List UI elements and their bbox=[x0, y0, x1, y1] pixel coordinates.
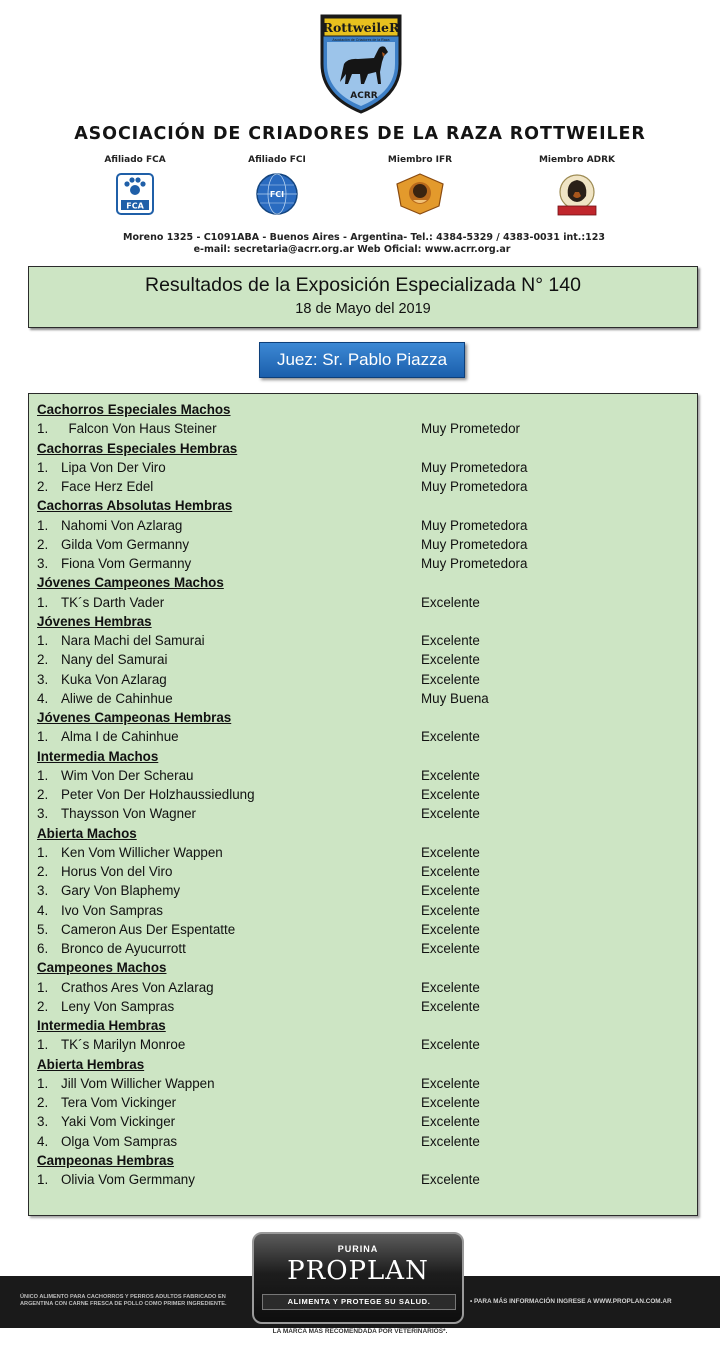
affiliation-fca bbox=[80, 155, 190, 216]
result-row bbox=[29, 631, 697, 650]
qualification: Excelente bbox=[421, 844, 480, 860]
footer-left-text: ÚNICO ALIMENTO PARA CACHORROS Y PERROS ADULTOS FABRICADO EN ARGENTINA CON CARNE FRESCA DE POLLO COMO PRIMER INGREDIENTE. bbox=[20, 1294, 227, 1307]
placement-number: 4. bbox=[37, 902, 49, 918]
qualification: Excelente bbox=[421, 767, 480, 783]
result-row bbox=[29, 1093, 697, 1112]
result-row bbox=[29, 804, 697, 823]
result-row bbox=[29, 766, 697, 785]
category-heading: Jóvenes Campeonas Hembras bbox=[37, 710, 232, 725]
category-heading: Cachorros Especiales Machos bbox=[37, 402, 231, 417]
address-line: Moreno 1325 - C1091ABA - Buenos Aires - Argentina- Tel.: 4384-5329 / 4383-0031 int.:123 bbox=[122, 232, 605, 243]
dog-name: Nany del Samurai bbox=[61, 652, 168, 668]
qualification: Excelente bbox=[421, 633, 480, 648]
proplan-logo-text: PROPLAN bbox=[287, 1256, 429, 1286]
category-heading: Abierta Hembras bbox=[37, 1056, 145, 1072]
results-panel bbox=[28, 393, 698, 1216]
footer-bottom-text: LA MARCA MÁS RECOMENDADA POR VETERINARIOS*. bbox=[272, 1328, 448, 1335]
affiliation-adrk bbox=[522, 155, 632, 218]
qualification: Muy Prometedora bbox=[421, 517, 528, 533]
dog-name: TK´s Darth Vader bbox=[61, 594, 165, 610]
affiliation-ifr bbox=[365, 155, 475, 216]
qualification: Excelente bbox=[421, 979, 480, 995]
result-row bbox=[29, 1074, 697, 1093]
affiliation-label: Miembro ADRK bbox=[538, 155, 616, 165]
affiliation-label: Miembro IFR bbox=[387, 155, 453, 165]
placement-number: 2. bbox=[37, 998, 49, 1014]
dog-name: Aliwe de Cahinhue bbox=[61, 690, 173, 706]
qualification: Excelente bbox=[421, 1172, 480, 1187]
result-row bbox=[29, 920, 697, 939]
placement-number: 1. bbox=[37, 979, 49, 995]
placement-number: 3. bbox=[37, 883, 49, 899]
fci-logo-text: FCI bbox=[269, 190, 285, 199]
qualification: Excelente bbox=[421, 1114, 480, 1130]
category-heading: Abierta Machos bbox=[37, 825, 137, 841]
qualification: Muy Prometedora bbox=[421, 536, 528, 552]
result-row bbox=[29, 689, 697, 708]
result-row bbox=[29, 843, 697, 862]
ifr-emblem-icon bbox=[393, 172, 447, 216]
fca-logo-text: FCA bbox=[126, 201, 144, 211]
logo-brand-text: RottweileR bbox=[322, 20, 400, 35]
placement-number: 3. bbox=[37, 671, 49, 687]
result-row bbox=[29, 516, 697, 535]
result-row bbox=[29, 477, 697, 496]
qualification: Excelente bbox=[421, 1133, 480, 1149]
contact-line: e-mail: secretaria@acrr.org.ar Web Oficial: www.acrr.org.ar bbox=[193, 244, 511, 255]
qualification: Excelente bbox=[421, 998, 480, 1014]
fca-logo-icon bbox=[115, 172, 155, 216]
qualification: Excelente bbox=[421, 941, 480, 956]
qualification: Excelente bbox=[421, 729, 480, 745]
category-heading: Campeones Machos bbox=[37, 960, 167, 976]
results-title: Resultados de la Exposición Especializada N° 140 bbox=[145, 274, 581, 296]
fci-globe-icon bbox=[255, 172, 299, 216]
result-row bbox=[29, 535, 697, 554]
result-row bbox=[29, 881, 697, 900]
category-heading: Jóvenes Hembras bbox=[37, 613, 152, 629]
dog-name: Alma I de Cahinhue bbox=[61, 729, 179, 745]
category-heading: Campeonas Hembras bbox=[37, 1152, 174, 1168]
adrk-emblem-icon bbox=[552, 172, 602, 218]
dog-name: Horus Von del Viro bbox=[61, 864, 173, 879]
result-row bbox=[29, 997, 697, 1016]
qualification: Muy Buena bbox=[421, 690, 489, 706]
qualification: Excelente bbox=[421, 1037, 480, 1053]
dog-name: Olivia Vom Germmany bbox=[61, 1172, 195, 1187]
dog-name: Thaysson Von Wagner bbox=[61, 806, 196, 822]
placement-number: 2. bbox=[37, 479, 49, 494]
qualification: Excelente bbox=[421, 1075, 480, 1091]
qualification: Excelente bbox=[421, 652, 480, 668]
dog-name: Face Herz Edel bbox=[61, 479, 154, 494]
footer-right-text: • PARA MÁS INFORMACIÓN INGRESE A WWW.PROPLAN.COM.AR bbox=[470, 1298, 672, 1305]
dog-name: Leny Von Sampras bbox=[61, 998, 175, 1014]
placement-number: 1. bbox=[37, 594, 49, 610]
dog-name: Jill Vom Willicher Wappen bbox=[61, 1075, 215, 1091]
qualification: Excelente bbox=[421, 594, 480, 610]
placement-number: 5. bbox=[37, 921, 49, 937]
dog-name: Olga Vom Sampras bbox=[61, 1133, 178, 1149]
proplan-badge bbox=[252, 1232, 464, 1324]
placement-number: 2. bbox=[37, 1095, 49, 1110]
qualification: Muy Prometedora bbox=[421, 459, 528, 475]
placement-number: 1. bbox=[37, 844, 49, 860]
dog-name: Ivo Von Sampras bbox=[61, 902, 163, 918]
category-heading: Intermedia Machos bbox=[37, 748, 159, 764]
purina-text: PURINA bbox=[337, 1244, 379, 1254]
placement-number: 2. bbox=[37, 787, 49, 802]
dog-name: Tera Vom Vickinger bbox=[61, 1095, 177, 1110]
placement-number: 1. bbox=[37, 421, 49, 437]
organization-name: ASOCIACIÓN DE CRIADORES DE LA RAZA ROTTWEILER bbox=[74, 124, 646, 144]
placement-number: 2. bbox=[37, 864, 49, 879]
dog-name: Falcon Von Haus Steiner bbox=[61, 421, 217, 437]
category-heading: Cachorras Especiales Hembras bbox=[37, 440, 238, 456]
result-row bbox=[29, 650, 697, 669]
dog-name: Kuka Von Azlarag bbox=[61, 671, 167, 687]
dog-name: Yaki Vom Vickinger bbox=[61, 1114, 176, 1130]
result-row bbox=[29, 1170, 697, 1189]
qualification: Excelente bbox=[421, 864, 480, 879]
dog-name: Nara Machi del Samurai bbox=[61, 633, 205, 648]
placement-number: 1. bbox=[37, 1172, 49, 1187]
dog-name: Lipa Von Der Viro bbox=[61, 459, 166, 475]
placement-number: 2. bbox=[37, 536, 49, 552]
dog-name: Bronco de Ayucurrott bbox=[61, 941, 186, 956]
result-row bbox=[29, 1112, 697, 1131]
results-title-box bbox=[28, 266, 698, 328]
result-row bbox=[29, 1035, 697, 1054]
placement-number: 3. bbox=[37, 806, 49, 822]
dog-name: Crathos Ares Von Azlarag bbox=[61, 979, 214, 995]
dog-name: Wim Von Der Scherau bbox=[61, 767, 194, 783]
result-row bbox=[29, 727, 697, 746]
placement-number: 4. bbox=[37, 690, 49, 706]
result-row bbox=[29, 978, 697, 997]
affiliation-label: Afiliado FCI bbox=[248, 155, 306, 165]
placement-number: 3. bbox=[37, 1114, 49, 1130]
qualification: Muy Prometedora bbox=[421, 479, 528, 494]
qualification: Excelente bbox=[421, 921, 480, 937]
dog-name: Gary Von Blaphemy bbox=[61, 883, 181, 899]
result-row bbox=[29, 554, 697, 573]
result-row bbox=[29, 458, 697, 477]
logo-acronym-text: ACRR bbox=[350, 91, 378, 101]
logo-sub-text: Asociación de Criadores de la Raza bbox=[332, 38, 390, 42]
qualification: Excelente bbox=[421, 671, 480, 687]
result-row bbox=[29, 785, 697, 804]
category-heading: Jóvenes Campeones Machos bbox=[37, 575, 224, 591]
dog-name: TK´s Marilyn Monroe bbox=[61, 1037, 186, 1053]
placement-number: 1. bbox=[37, 633, 49, 648]
affiliation-label: Afiliado FCA bbox=[104, 155, 166, 165]
result-row bbox=[29, 862, 697, 881]
dog-name: Ken Vom Willicher Wappen bbox=[61, 844, 223, 860]
qualification: Excelente bbox=[421, 883, 480, 899]
proplan-tagline: ALIMENTA Y PROTEGE SU SALUD. bbox=[262, 1294, 456, 1310]
acrr-rottweiler-logo bbox=[318, 12, 404, 116]
dog-name: Peter Von Der Holzhaussiedlung bbox=[61, 787, 255, 802]
qualification: Muy Prometedora bbox=[421, 556, 528, 571]
placement-number: 1. bbox=[37, 517, 49, 533]
placement-number: 4. bbox=[37, 1133, 49, 1149]
placement-number: 1. bbox=[37, 1075, 49, 1091]
dog-name: Nahomi Von Azlarag bbox=[61, 517, 183, 533]
category-heading: Cachorras Absolutas Hembras bbox=[37, 498, 233, 514]
result-row bbox=[29, 901, 697, 920]
result-row bbox=[29, 670, 697, 689]
judge-label: Juez: Sr. Pablo Piazza bbox=[259, 342, 465, 378]
dog-name: Gilda Vom Germanny bbox=[61, 536, 190, 552]
dog-name: Fiona Vom Germanny bbox=[61, 556, 192, 571]
result-row bbox=[29, 419, 697, 438]
result-row bbox=[29, 1132, 697, 1151]
affiliation-fci bbox=[222, 155, 332, 216]
placement-number: 1. bbox=[37, 729, 49, 745]
category-heading: Intermedia Hembras bbox=[37, 1018, 166, 1033]
rottweiler-shield-icon bbox=[318, 12, 404, 116]
result-row bbox=[29, 593, 697, 612]
qualification: Excelente bbox=[421, 902, 480, 918]
placement-number: 2. bbox=[37, 652, 49, 668]
placement-number: 1. bbox=[37, 459, 49, 475]
qualification: Excelente bbox=[421, 787, 480, 802]
placement-number: 1. bbox=[37, 767, 49, 783]
result-row bbox=[29, 939, 697, 958]
placement-number: 6. bbox=[37, 941, 49, 956]
qualification: Muy Prometedor bbox=[421, 421, 520, 437]
qualification: Excelente bbox=[421, 1095, 480, 1110]
placement-number: 1. bbox=[37, 1037, 49, 1053]
placement-number: 3. bbox=[37, 556, 49, 571]
qualification: Excelente bbox=[421, 806, 480, 822]
results-date: 18 de Mayo del 2019 bbox=[295, 301, 431, 317]
dog-name: Cameron Aus Der Espentatte bbox=[61, 921, 236, 937]
